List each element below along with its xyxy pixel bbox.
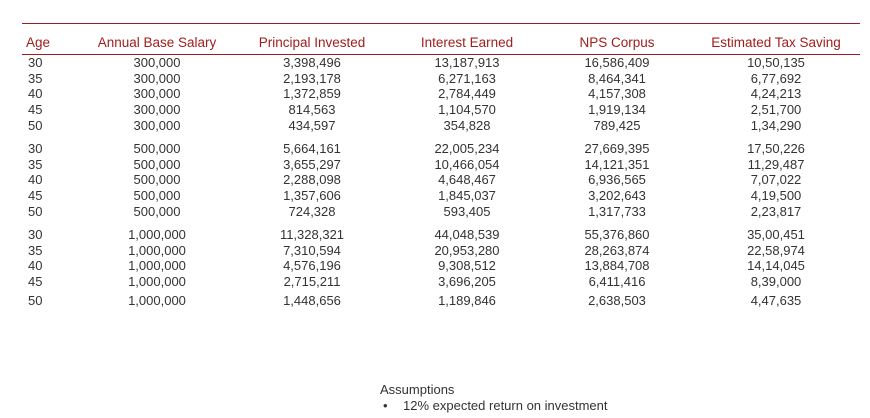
header-estimated-tax-saving: Estimated Tax Saving (692, 30, 860, 55)
cell-estimated-tax-saving: 4,47,635 (750, 292, 802, 308)
table-row (22, 157, 860, 173)
cell-annual-base-salary: 500,000 (133, 203, 181, 219)
table-row (22, 55, 860, 71)
table-row (22, 86, 860, 102)
cell-interest-earned: 3,696,205 (438, 274, 496, 290)
cell-principal-invested: 814,563 (288, 102, 336, 118)
cell-annual-base-salary: 1,000,000 (128, 227, 186, 243)
cell-interest-earned: 6,271,163 (438, 70, 496, 86)
cell-annual-base-salary: 500,000 (133, 156, 181, 172)
cell-interest-earned: 1,189,846 (438, 292, 496, 308)
cell-age: 35 (28, 156, 43, 172)
header-principal-invested: Principal Invested (232, 30, 392, 55)
assumption-text: 12% expected return on investment (403, 398, 608, 413)
cell-age: 40 (28, 172, 43, 188)
table-row (22, 219, 860, 243)
cell-age: 30 (28, 141, 43, 157)
cell-estimated-tax-saving: 14,14,045 (747, 258, 805, 274)
table-row (22, 258, 860, 274)
cell-estimated-tax-saving: 17,50,226 (747, 141, 805, 157)
header-interest-earned: Interest Earned (392, 30, 542, 55)
cell-principal-invested: 2,288,098 (283, 172, 341, 188)
header-nps-corpus: NPS Corpus (542, 30, 692, 55)
cell-nps-corpus: 2,638,503 (588, 292, 646, 308)
table-header-row (22, 30, 860, 55)
bullet-glyph: • (383, 398, 388, 413)
cell-interest-earned: 354,828 (443, 117, 491, 133)
cell-nps-corpus: 789,425 (593, 117, 641, 133)
cell-interest-earned: 1,104,570 (438, 102, 496, 118)
table-row (22, 274, 860, 290)
assumptions-heading: Assumptions (380, 382, 455, 397)
cell-estimated-tax-saving: 4,24,213 (750, 86, 802, 102)
cell-principal-invested: 3,655,297 (283, 156, 341, 172)
cell-principal-invested: 724,328 (288, 203, 336, 219)
cell-age: 40 (28, 86, 43, 102)
nps-projection-table (22, 30, 860, 308)
cell-principal-invested: 7,310,594 (283, 242, 341, 258)
table-row (22, 172, 860, 188)
cell-annual-base-salary: 500,000 (133, 188, 181, 204)
cell-estimated-tax-saving: 11,29,487 (747, 156, 805, 172)
cell-interest-earned: 44,048,539 (434, 227, 500, 243)
table-row (22, 203, 860, 219)
cell-nps-corpus: 1,317,733 (588, 203, 646, 219)
cell-age: 50 (28, 203, 43, 219)
cell-interest-earned: 20,953,280 (434, 242, 500, 258)
cell-annual-base-salary: 500,000 (133, 141, 181, 157)
cell-estimated-tax-saving: 4,19,500 (750, 188, 802, 204)
cell-nps-corpus: 55,376,860 (584, 227, 650, 243)
cell-nps-corpus: 1,919,134 (588, 102, 646, 118)
cell-interest-earned: 593,405 (443, 203, 491, 219)
cell-annual-base-salary: 1,000,000 (128, 292, 186, 308)
cell-nps-corpus: 14,121,351 (584, 156, 650, 172)
cell-nps-corpus: 27,669,395 (584, 141, 650, 157)
table-row (22, 133, 860, 157)
cell-interest-earned: 22,005,234 (434, 141, 500, 157)
cell-estimated-tax-saving: 7,07,022 (750, 172, 802, 188)
cell-annual-base-salary: 300,000 (133, 55, 181, 71)
table-row (22, 117, 860, 133)
table-row (22, 71, 860, 87)
cell-nps-corpus: 28,263,874 (584, 242, 650, 258)
cell-nps-corpus: 6,411,416 (588, 274, 646, 290)
cell-annual-base-salary: 300,000 (133, 102, 181, 118)
cell-nps-corpus: 6,936,565 (588, 172, 646, 188)
cell-annual-base-salary: 300,000 (133, 70, 181, 86)
cell-age: 50 (28, 117, 43, 133)
cell-interest-earned: 10,466,054 (434, 156, 500, 172)
assumption-item (380, 398, 608, 414)
cell-age: 30 (28, 55, 43, 71)
cell-principal-invested: 11,328,321 (279, 227, 345, 243)
cell-interest-earned: 9,308,512 (438, 258, 496, 274)
cell-age: 45 (28, 188, 43, 204)
cell-interest-earned: 13,187,913 (434, 55, 500, 71)
cell-age: 50 (28, 292, 43, 308)
cell-age: 45 (28, 274, 43, 290)
header-age: Age (22, 30, 82, 55)
cell-nps-corpus: 8,464,341 (588, 70, 646, 86)
cell-principal-invested: 5,664,161 (283, 141, 341, 157)
cell-nps-corpus: 3,202,643 (588, 188, 646, 204)
cell-annual-base-salary: 300,000 (133, 117, 181, 133)
cell-nps-corpus: 16,586,409 (584, 55, 650, 71)
cell-estimated-tax-saving: 6,77,692 (750, 70, 802, 86)
cell-principal-invested: 1,372,859 (283, 86, 341, 102)
cell-principal-invested: 1,448,656 (283, 292, 341, 308)
cell-principal-invested: 2,193,178 (283, 70, 341, 86)
cell-interest-earned: 2,784,449 (438, 86, 496, 102)
cell-principal-invested: 1,357,606 (283, 188, 341, 204)
cell-annual-base-salary: 1,000,000 (128, 258, 186, 274)
cell-age: 35 (28, 70, 43, 86)
cell-principal-invested: 4,576,196 (283, 258, 341, 274)
table-row (22, 243, 860, 259)
cell-nps-corpus: 4,157,308 (588, 86, 646, 102)
cell-estimated-tax-saving: 22,58,974 (747, 242, 805, 258)
cell-annual-base-salary: 300,000 (133, 86, 181, 102)
assumptions-note (380, 382, 608, 414)
cell-age: 40 (28, 258, 43, 274)
cell-estimated-tax-saving: 1,34,290 (750, 117, 802, 133)
cell-interest-earned: 1,845,037 (438, 188, 496, 204)
table-body (22, 55, 860, 308)
cell-estimated-tax-saving: 10,50,135 (747, 55, 805, 71)
title-rule (22, 23, 860, 24)
cell-principal-invested: 3,398,496 (283, 55, 341, 71)
cell-age: 30 (28, 227, 43, 243)
cell-annual-base-salary: 1,000,000 (128, 274, 186, 290)
cell-estimated-tax-saving: 35,00,451 (747, 227, 805, 243)
cell-annual-base-salary: 1,000,000 (128, 242, 186, 258)
cell-estimated-tax-saving: 2,23,817 (750, 203, 802, 219)
header-annual-base-salary: Annual Base Salary (82, 30, 232, 55)
cell-principal-invested: 2,715,211 (283, 274, 341, 290)
table-row (22, 289, 860, 308)
cell-age: 45 (28, 102, 43, 118)
cell-estimated-tax-saving: 8,39,000 (750, 274, 802, 290)
table-row (22, 188, 860, 204)
cell-estimated-tax-saving: 2,51,700 (750, 102, 802, 118)
cell-age: 35 (28, 242, 43, 258)
cell-principal-invested: 434,597 (288, 117, 336, 133)
cell-interest-earned: 4,648,467 (438, 172, 496, 188)
cell-nps-corpus: 13,884,708 (584, 258, 650, 274)
table-row (22, 102, 860, 118)
cell-annual-base-salary: 500,000 (133, 172, 181, 188)
